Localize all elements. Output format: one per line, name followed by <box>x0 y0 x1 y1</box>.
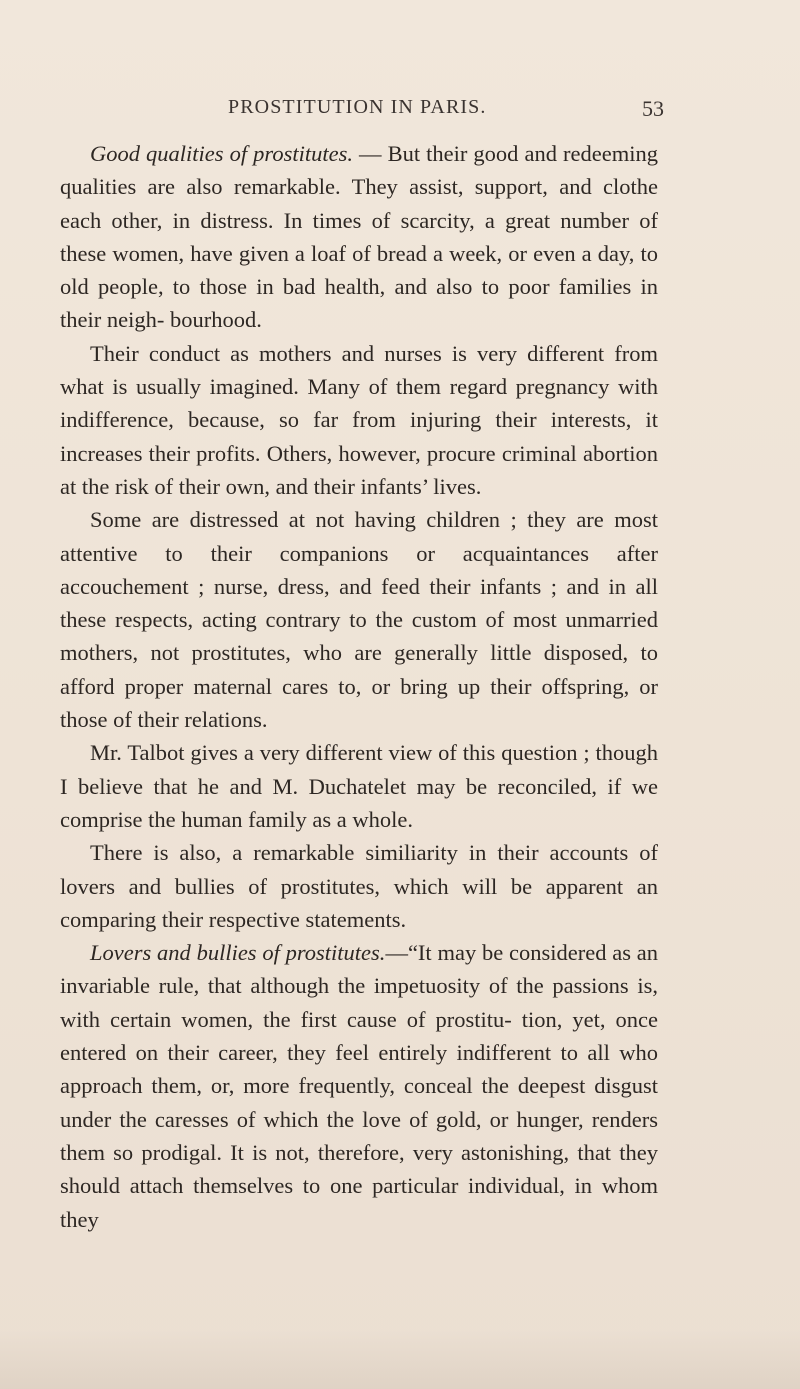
paragraph-distressed-no-children <box>60 503 658 736</box>
paragraph-good-qualities <box>60 137 658 337</box>
paragraph-similarity <box>60 836 658 936</box>
paragraph-text: —“It may be considered as an invariable rule, that although the impetuosity of the passions is, with certain women, the first cause of prostitu- tion, yet, once entered on their career, they feel entirely indifferent to all who approach them, or, more frequently, conceal the deepest disgust under the caresses of which the love of gold, or hunger, renders them so prodigal. It is not, therefore, very astonishing, that they should attach themselves to one particular individual, in whom they <box>60 940 658 1232</box>
body-text <box>60 137 658 1236</box>
paragraph-heading: Good qualities of prostitutes. <box>90 141 353 166</box>
running-head <box>0 96 800 126</box>
paragraph-text: Mr. Talbot gives a very different view of this question ; though I believe that he and M. Duchatelet may be reconciled, if we comprise the human family as a whole. <box>60 740 658 832</box>
paragraph-text: There is also, a remarkable similiarity in their accounts of lovers and bullies of prostitutes, which will be apparent an comparing their respective statements. <box>60 840 658 932</box>
paragraph-text: Their conduct as mothers and nurses is very different from what is usually imagined. Many of them regard pregnancy with indifference, because, so far from injuring their interests, it increases their profits. Others, however, procure criminal abortion at the risk of their own, and their infants’ lives. <box>60 340 658 499</box>
page-edge-shadow <box>0 1329 800 1389</box>
paragraph-lovers-and-bullies <box>60 936 658 1236</box>
page-number: 53 <box>642 96 664 121</box>
paragraph-text: Some are distressed at not having children ; they are most attentive to their companions or acquaintances after accouchement ; nurse, dress, and feed their infants ; and in all these respects, acting contrary to the custom of most unmarried mothers, not prostitutes, who are generally little disposed, to afford proper maternal cares to, or bring up their offspring, or those of their relations. <box>60 507 658 733</box>
running-title: PROSTITUTION IN PARIS. <box>228 96 487 118</box>
paragraph-text: — But their good and redeeming qualities are also remarkable. They assist, support, and clothe each other, in distress. In times of scarcity, a great number of these women, have given a loaf of bread a week, or even a day, to old people, to those in bad health, and also to poor families in their neigh- bourhood. <box>60 141 658 333</box>
paragraph-heading: Lovers and bullies of prostitutes. <box>90 940 386 966</box>
paragraph-mr-talbot <box>60 736 658 836</box>
paragraph-conduct-as-mothers <box>60 337 658 503</box>
